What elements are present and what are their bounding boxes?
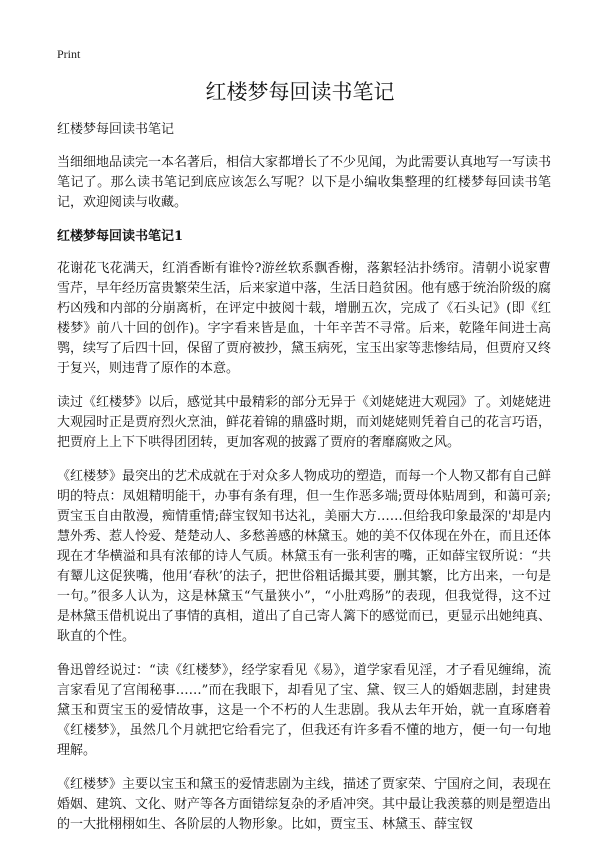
- body-paragraph-1: 花谢花飞花满天，红消香断有谁怜?游丝软系飘香榭，落絮轻沾扑绣帘。清朝小说家曹雪芹，早年经历富贵繁荣生活，后来家道中落，生活日趋贫困。他有感于统治阶级的腐朽凶残和内部的分崩离析，在评定中披阅十载，增删五次，完成了《石头记》(即《红楼梦》前八十回的创作)。字字看来皆是血，十年辛苦不寻常。后来，乾隆年间进士高鹗，续写了后四十回，保留了贾府被抄，黛玉病死，宝玉出家等悲惨结局，但贾府又终于复兴，则违背了原作的本意。: [57, 261, 552, 376]
- body-paragraph-3: 《红楼梦》最突出的艺术成就在于对众多人物成功的塑造，而每一个人物又都有自己鲜明的特点：凤姐精明能干，办事有条有理，但一生作恶多端;贾母体贴周到，和蔼可亲;贾宝玉自由散漫，痴情重情;薛宝钗知书达礼，美丽大方……但给我印象最深的'却是内慧外秀、惹人怜爱、楚楚动人、多愁善感的林黛玉。她的美不仅体现在外在，而且还体现在才华横溢和具有浓郁的诗人气质。林黛玉有一张利害的嘴，正如薛宝钗所说：“共有颦儿这促狭嘴，他用‘春秋’的法子，把世俗粗话撮其要，删其繁，比方出来，一句是一句。”很多人认为，这是林黛玉“气量狭小”，“小肚鸡肠”的表现，但我觉得，这不过是林黛玉借机说出了事情的真相，道出了自己寄人篱下的感觉而已，更显示出她纯真、耿直的个性。: [57, 469, 552, 644]
- body-paragraph-5: 《红楼梦》主要以宝玉和黛玉的爱情悲剧为主线，描述了贾家荣、宁国府之间，表现在婚姻、建筑、文化、财产等各方面错综复杂的矛盾冲突。其中最让我羡慕的则是塑造出的一大批栩栩如生、各阶层的人物形象。比如，贾宝玉、林黛玉、薛宝钗: [57, 777, 552, 832]
- print-link[interactable]: Print: [57, 47, 81, 61]
- body-paragraph-2: 读过《红楼梦》以后，感觉其中最精彩的部分无异于《刘姥姥进大观园》了。刘姥姥进大观园时正是贾府烈火烹油，鲜花着锦的鼎盛时期，而刘姥姥则凭着自己的花言巧语，把贾府上上下下哄得团团转，更加客观的披露了贾府的奢靡腐败之风。: [57, 395, 552, 450]
- intro-paragraph: 当细细地品读完一本名著后，相信大家都增长了不少见闻，为此需要认真地写一写读书笔记了。那么读书笔记到底应该怎么写呢？以下是小编收集整理的红楼梦每回读书笔记，欢迎阅读与收藏。: [57, 155, 552, 210]
- section-heading: 红楼梦每回读书笔记1: [57, 229, 184, 244]
- body-paragraph-4: 鲁迅曾经说过：“读《红楼梦》，经学家看见《易》，道学家看见淫，才子看见缠绵，流言家看见了宫闱秘事……”而在我眼下，却看见了宝、黛、钗三人的婚姻悲剧，封建贵黛玉和贾宝玉的爱情故事，这是一个不朽的人生悲剧。我从去年开始，就一直琢磨着《红楼梦》，虽然几个月就把它给看完了，但我还有许多看不懂的地方，便一句一句地理解。: [57, 663, 551, 758]
- article-subtitle: 红楼梦每回读书笔记: [57, 122, 175, 137]
- page-title: 红楼梦每回读书笔记: [205, 80, 395, 104]
- article-body: [57, 120, 551, 849]
